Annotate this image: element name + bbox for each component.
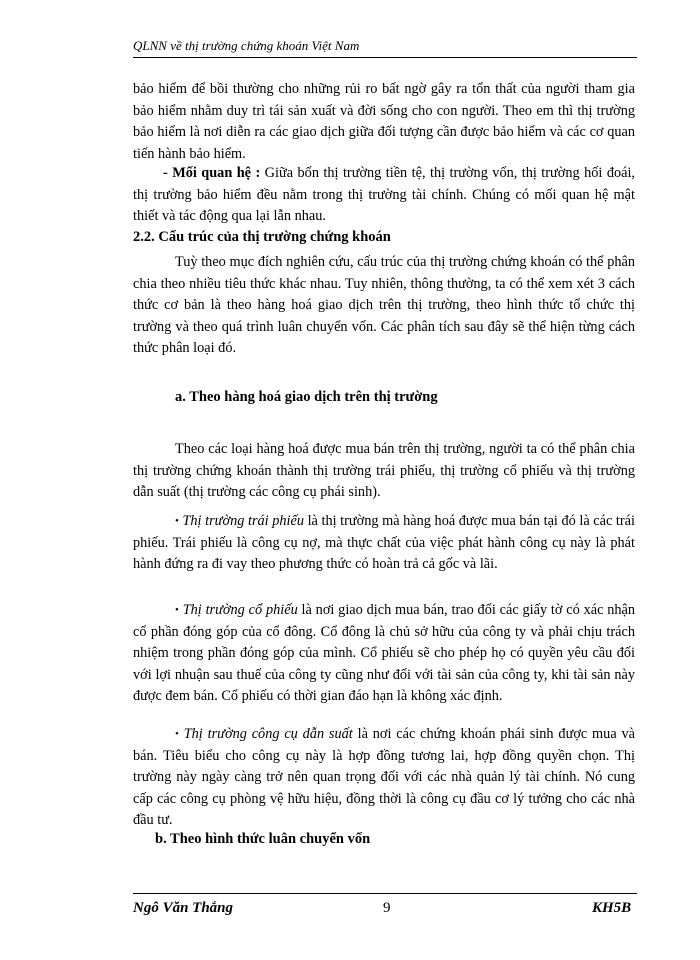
paragraph-insurance-market: bảo hiểm để bồi thường cho những rủi ro bất ngờ gây ra tổn thất của người tham gia bảo hiểm nhằm duy trì tái sản xuất và đời sống cho con người. Theo em thì thị trường bảo hiểm là nơi diễn ra các giao dịch giữa đối tượng cần được bảo hiểm và các cơ quan tiến hành bảo hiểm. [133,81,635,162]
bullet-derivatives-market [133,724,635,832]
subheading-b: b. Theo hình thức luân chuyển vốn [155,831,371,847]
page-number: 9 [383,900,391,916]
bullet-marker: • [175,604,179,616]
paragraph-structure-intro: Tuỳ theo mục đích nghiên cứu, cấu trúc của thị trường chứng khoán có thể phân chia theo nhiều tiêu thức khác nhau. Tuy nhiên, thông thường, ta có thể xem xét 3 cách thức cơ bản là theo hàng hoá giao dịch trên thị trường, theo hình thức tổ chức thị trường và theo quá trình luân chuyển vốn. Các phân tích sau đây sẽ thể hiện từng cách thức phân loại đó. [133,254,635,356]
subheading-a: a. Theo hàng hoá giao dịch trên thị trường [175,389,438,405]
bullet-marker: • [175,728,179,740]
relationship-label: - Mối quan hệ : [163,165,261,181]
relationship-text: Giữa bốn thị trường tiền tệ, thị trường vốn, thị trường hối đoái, thị trường bảo hiểm đều nằm trong thị trường tài chính. Chúng có mối quan hệ mật thiết và tác động qua lại lẫn nhau. [133,165,636,224]
bullet-bond-market [133,511,635,576]
bond-market-term: Thị trường trái phiếu [182,513,304,529]
bond-market-text: là thị trường mà hàng hoá được mua bán tại đó là các trái phiếu. Trái phiếu là công cụ nợ, mà thực chất của việc phát hành công cụ này là phát hành đứng ra đi vay theo phương thức có hoàn trả cả gốc và lãi. [133,513,635,572]
footer-class-code: KH5B [592,900,632,916]
paragraph-relationship [133,163,635,228]
footer-rule [133,893,637,894]
footer-author: Ngô Văn Thắng [133,900,234,916]
header-rule [133,57,637,58]
derivatives-market-term: Thị trường công cụ dẫn suất [183,726,353,742]
bullet-marker: • [175,515,179,527]
paragraph-commodity-types: Theo các loại hàng hoá được mua bán trên thị trường, người ta có thể phân chia thị trường chứng khoán thành thị trường trái phiếu, thị trường cổ phiếu và thị trường dẫn suất (thị trường các công cụ phái sinh). [133,441,635,500]
stock-market-text: là nơi giao dịch mua bán, trao đổi các giấy tờ có xác nhận cổ phần đóng góp của cổ đông. Cổ đông là chủ sở hữu của công ty và phải chịu trách nhiệm trong phần đóng góp của mình. Cổ phiếu sẽ cho phép họ có quyền yêu cầu đối với lợi nhuận sau thuế của công ty cũng như đối với tài sản của công ty, khi tài sản này được đem bán. Cổ phiếu có thời gian đáo hạn là không xác định. [133,602,636,704]
derivatives-market-text: là nơi các chứng khoán phái sinh được mua và bán. Tiêu biểu cho công cụ này là hợp đồng tương lai, hợp đồng quyền chọn. Thị trường này ngày càng trở nên quan trọng đối với các nhà quản lý tài chính. Nó cung cấp các công cụ phòng vệ hữu hiệu, đồng thời là công cụ đầu cơ lý tưởng cho các nhà đầu tư. [133,726,635,828]
section-heading-2-2: 2.2. Cấu trúc của thị trường chứng khoán [133,229,391,245]
running-header: QLNN về thị trường chứng khoán Việt Nam [133,38,360,53]
bullet-stock-market [133,600,635,708]
stock-market-term: Thị trường cổ phiếu [182,602,298,618]
